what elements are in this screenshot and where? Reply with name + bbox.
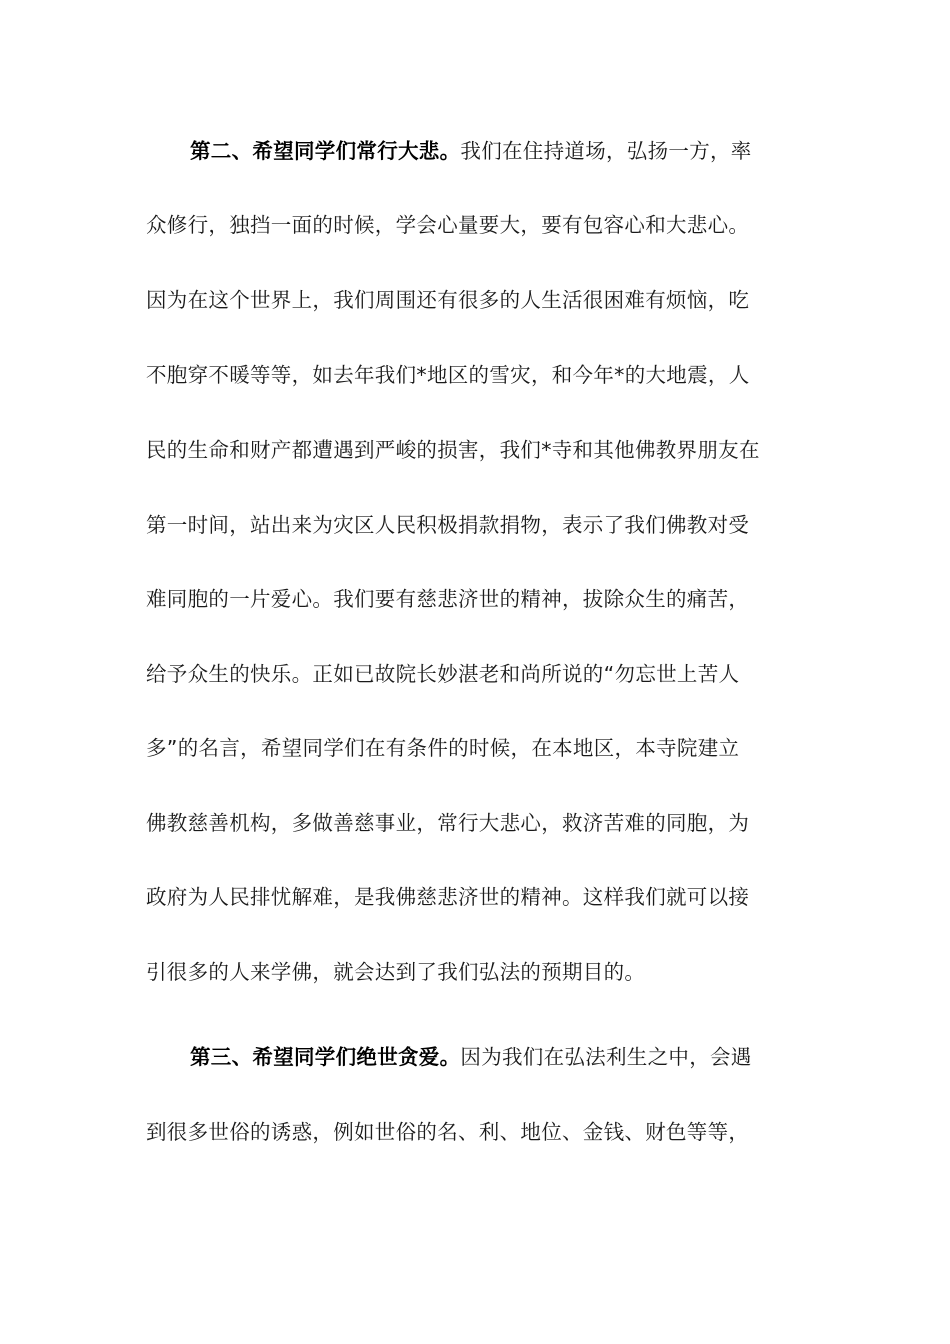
paragraph-1-line-4: 不胞穿不暖等等，如去年我们*地区的雪灾，和今年*的大地震，人 — [146, 363, 750, 387]
paragraph-2-line-2: 到很多世俗的诱惑，例如世俗的名、利、地位、金钱、财色等等， — [146, 1120, 750, 1144]
paragraph-2-heading: 第三、希望同学们绝世贪爱。 — [190, 1045, 461, 1069]
paragraph-2-line-1-text: 因为我们在弘法利生之中，会遇 — [460, 1045, 752, 1069]
paragraph-1-line-10: 佛教慈善机构，多做善慈事业，常行大悲心，救济苦难的同胞，为 — [146, 811, 750, 835]
paragraph-2-line-1 — [190, 1042, 860, 1072]
paragraph-1-heading: 第二、希望同学们常行大悲。 — [190, 139, 461, 163]
paragraph-1-line-6: 第一时间，站出来为灾区人民积极捐款捐物，表示了我们佛教对受 — [146, 513, 750, 537]
paragraph-1-line-2: 众修行，独挡一面的时候，学会心量要大，要有包容心和大悲心。 — [146, 213, 750, 237]
paragraph-1-line-1-text: 我们在住持道场，弘扬一方，率 — [460, 139, 752, 163]
paragraph-1-line-7: 难同胞的一片爱心。我们要有慈悲济世的精神，拔除众生的痛苦， — [146, 587, 750, 611]
paragraph-1-line-11: 政府为人民排忧解难，是我佛慈悲济世的精神。这样我们就可以接 — [146, 885, 750, 909]
paragraph-1-line-12: 引很多的人来学佛，就会达到了我们弘法的预期目的。 — [146, 960, 646, 984]
paragraph-1-line-3: 因为在这个世界上，我们周围还有很多的人生活很困难有烦恼，吃 — [146, 288, 750, 312]
paragraph-1-line-9: 多”的名言，希望同学们在有条件的时候，在本地区，本寺院建立 — [146, 736, 740, 760]
paragraph-1-line-1 — [190, 136, 860, 166]
paragraph-1-line-5: 民的生命和财产都遭遇到严峻的损害，我们*寺和其他佛教界朋友在 — [146, 438, 760, 462]
paragraph-1-line-8: 给予众生的快乐。正如已故院长妙湛老和尚所说的“勿忘世上苦人 — [146, 662, 740, 686]
